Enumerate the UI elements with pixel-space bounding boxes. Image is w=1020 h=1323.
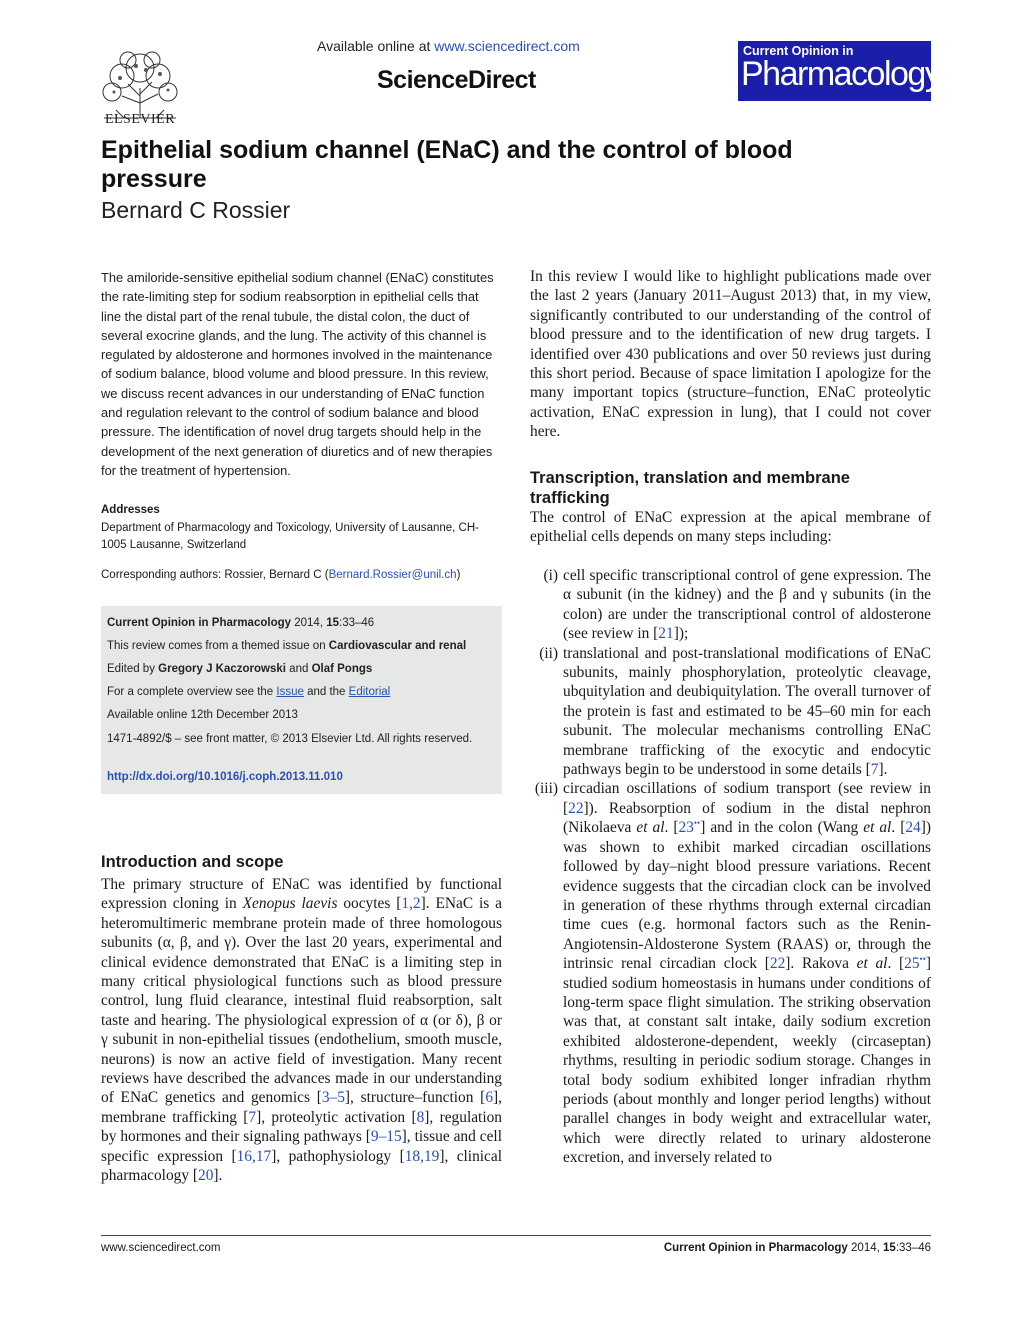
info-available: Available online 12th December 2013 xyxy=(107,709,298,721)
list-item-number: (ii) xyxy=(539,644,558,662)
journal-box-line1: Current Opinion in xyxy=(743,44,854,58)
footer-pages: :33–46 xyxy=(895,1242,931,1254)
info-pages: :33–46 xyxy=(339,617,375,629)
info-journal-name: Current Opinion in Pharmacology xyxy=(107,617,292,629)
info-edited-prefix: Edited by xyxy=(107,663,159,675)
list-item: (ii) translational and post-translational modifications of ENaC subunits, mainly phosphorylation, proteolytic cleavage, ubquitylation and deubiquitylation. The overall turnover of the protein is fast and estimated to be 45–60 min for each subunit. The molecular mechanisms controlling ENaC membrane trafficking of the exocytic and endocytic pathways begin to be understood in some details [7]. xyxy=(530,644,931,780)
list-item: (iii) circadian oscillations of sodium transport (see review in [22]). Reabsorption of sodium in the distal nephron (Nikolaeva et al. [23••] and in the colon (Wang et al. [24]) was shown to exhibit marked circadian oscillations followed by day–night blood pressure variations. Recent evidence suggests that the circadian clock can be involved in generation of these rhythms through external circadian time cues (e.g. hormonal factors such as the Renin-Angiotensin-Aldosterone System (RAAS) or, through the intrinsic renal circadian clock [22]. Rakova et al. [25••] studied sodium homeostasis in humans under conditions of long-term space flight simulation. The striking observation was that, at constant salt intake, daily sodium excretion exhibited aldosterone-dependent, weekly (circaseptan) rhythms, resulting in periodic sodium storage. Changes in total body sodium exhibited longer infradian rhythm periods (about monthly and longer period lengths) without parallel changes in body weight and extracellular water, which were directly related to urinary aldosterone excretion, and inversely related to xyxy=(530,779,931,1167)
info-year: 2014, xyxy=(291,617,327,629)
footer-year: 2014, xyxy=(847,1242,884,1254)
corresponding-suffix: ) xyxy=(456,569,461,581)
intro-body: The primary structure of ENaC was identified by functional expression cloning in Xenopus laevis oocytes [1,2]. ENaC is a heteromultimeric membrane protein made of three homologous subunits (α, β, and γ). Over the last 20 years, experimental and clinical evidence demonstrated that ENaC is a limiting step in many critical physiological functions such as blood pressure control, lung fluid clearance, intestinal fluid reabsorption, salt taste and hearing. The physiological expression of α (or δ), β or γ subunit in non-epithelial tissues (endothelium, smooth muscle, neurons) is now an active field of investigation. Many recent reviews have described the advances made in our understanding of ENaC genetics and genomics [3–5], structure–function [6], membrane trafficking [7], proteolytic activation [8], regulation by hormones and their signaling pathways [9–15], tissue and cell specific expression [16,17], pathophysiology [18,19], clinical pharmacology [20]. xyxy=(101,876,503,1185)
ref-link[interactable]: 7 xyxy=(248,1108,257,1126)
journal-logo-box xyxy=(738,41,941,101)
available-prefix: Available online at xyxy=(317,38,435,54)
info-theme xyxy=(107,639,497,654)
article-info-box xyxy=(101,606,502,794)
ref-link[interactable]: 9–15 xyxy=(370,1128,402,1146)
footer-citation xyxy=(664,1242,931,1254)
info-and: and xyxy=(285,663,312,675)
journal-box-line2: Pharmacology xyxy=(741,55,941,93)
info-theme-name: Cardiovascular and renal xyxy=(328,640,467,652)
issue-link[interactable]: Issue xyxy=(276,686,304,698)
elsevier-wordmark: ELSEVIER xyxy=(104,112,176,127)
corresponding-email-link[interactable]: Bernard.Rossier@unil.ch xyxy=(328,569,457,581)
ref-link[interactable]: 18,19 xyxy=(404,1147,440,1165)
info-editors xyxy=(107,662,497,677)
footer-volume: 15 xyxy=(883,1242,896,1254)
ref-link[interactable]: 21 xyxy=(658,625,674,643)
list-item-number: (iii) xyxy=(534,780,558,798)
info-editor-2: Olaf Pongs xyxy=(311,663,373,675)
footer-journal: Current Opinion in Pharmacology xyxy=(663,1242,848,1254)
steps-list xyxy=(530,566,931,1168)
editorial-link[interactable]: Editorial xyxy=(348,686,391,698)
ref-link[interactable]: 8 xyxy=(416,1108,425,1126)
ref-link[interactable]: 22 xyxy=(769,955,786,973)
footer-url[interactable]: www.sciencedirect.com xyxy=(101,1242,221,1254)
ref-link[interactable]: 22 xyxy=(568,799,584,817)
addresses-heading: Addresses xyxy=(101,504,160,516)
info-overview-prefix: For a complete overview see the xyxy=(107,686,277,698)
ref-link[interactable]: 24 xyxy=(905,819,921,837)
list-item-number: (i) xyxy=(543,567,558,584)
info-citation xyxy=(107,616,497,631)
abstract-text: The amiloride-sensitive epithelial sodium channel (ENaC) constitutes the rate-limiting step for sodium reabsorption in epithelial cells that line the distal part of the renal tubule, the distal colon, the duct of several exocrine glands, and the lung. The activity of this channel is regulated by aldosterone and hormones involved in the maintenance of sodium balance, blood volume and blood pressure. In this review, we discuss recent advances in our understanding of ENaC function and regulation relevant to the control of sodium balance and blood pressure. The identification of novel drug targets should help in the development of the next generation of diuretics and of new therapies for the treatment of hypertension. xyxy=(101,270,494,478)
ref-link[interactable]: 16,17 xyxy=(236,1147,272,1165)
list-item: (i) cell specific transcriptional control of gene expression. The α subunit (in the kidney) and the β and γ subunits (in the colon) are under the transcriptional control of aldosterone (see review in [21]); xyxy=(530,566,931,644)
ref-link[interactable]: 25•• xyxy=(904,954,926,973)
info-overview-mid: and the xyxy=(303,686,349,698)
info-volume: 15 xyxy=(326,617,339,629)
article-author: Bernard C Rossier xyxy=(101,197,291,223)
addresses-text: Department of Pharmacology and Toxicology, University of Lausanne, CH-1005 Lausanne, Switzerland xyxy=(101,522,479,551)
info-editor-1: Gregory J Kaczorowski xyxy=(158,663,286,675)
article-title: Epithelial sodium channel (ENaC) and the control of blood pressure xyxy=(101,136,793,193)
doi-link[interactable]: http://dx.doi.org/10.1016/j.coph.2013.11.010 xyxy=(107,771,343,783)
ref-link[interactable]: 23•• xyxy=(678,818,701,837)
ref-link[interactable]: 6 xyxy=(485,1089,494,1107)
info-theme-prefix: This review comes from a themed issue on xyxy=(107,640,329,652)
info-overview xyxy=(107,685,497,700)
footer-rule xyxy=(101,1235,931,1236)
corresponding-prefix: Corresponding authors: Rossier, Bernard C ( xyxy=(101,569,329,581)
ref-link[interactable]: 3–5 xyxy=(321,1089,345,1107)
intro-heading: Introduction and scope xyxy=(101,853,284,871)
transcription-heading: Transcription, translation and membrane trafficking xyxy=(530,469,850,507)
sciencedirect-wordmark: ScienceDirect xyxy=(377,66,536,94)
transcription-intro: The control of ENaC expression at the apical membrane of epithelial cells depends on many steps including: xyxy=(530,509,931,546)
corresponding-author xyxy=(101,569,501,581)
ref-link[interactable]: 7 xyxy=(870,761,879,779)
info-copyright: 1471-4892/$ – see front matter, © 2013 Elsevier Ltd. All rights reserved. xyxy=(107,733,473,745)
review-scope-paragraph: In this review I would like to highlight publications made over the last 2 years (January 2011–August 2013) that, in my view, significantly contributed to our understanding of the control of blood pressure and to the identification of new drug targets. I identified over 430 publications and over 50 reviews just during this short period. Because of space limitation I apologize for the many important topics (structure–function, ENaC proteolytic activation, ENaC expression in lung), that I could not cover here. xyxy=(530,268,931,441)
available-online-line xyxy=(317,38,580,54)
ref-link[interactable]: 20 xyxy=(198,1167,214,1185)
ref-link[interactable]: 1,2 xyxy=(401,895,421,913)
sciencedirect-url-link[interactable]: www.sciencedirect.com xyxy=(434,38,580,54)
